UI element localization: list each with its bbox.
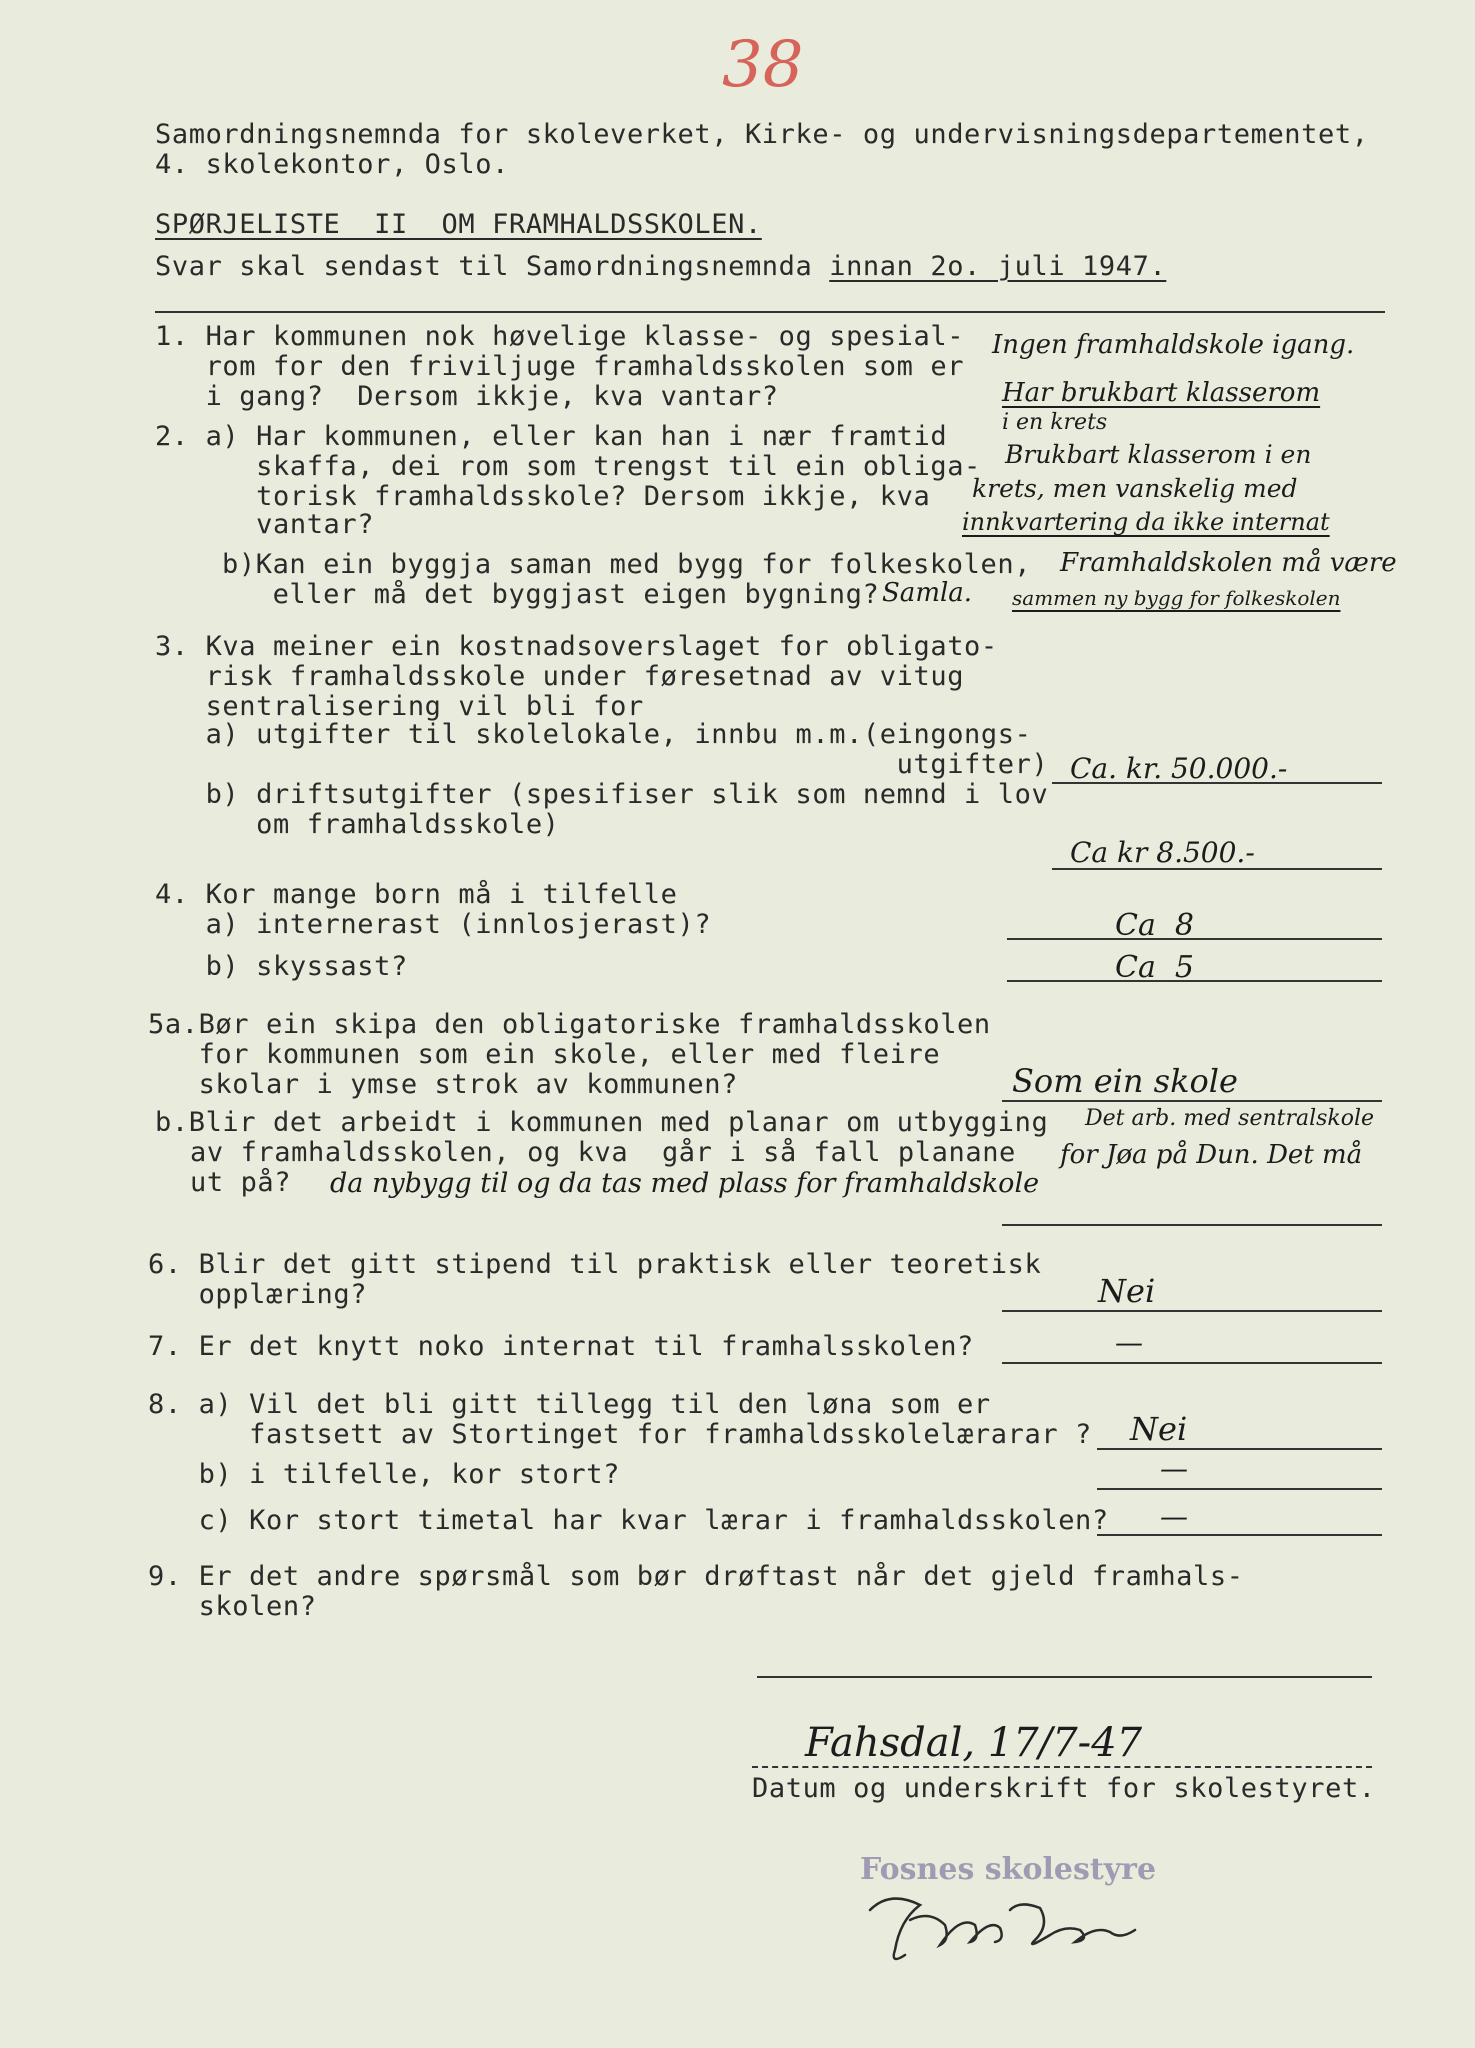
answer-8c: — [1160,1500,1188,1533]
q5a-line-3: skolar i ymse strok av kommunen? [148,1069,738,1100]
answer-4b-line [1007,980,1382,982]
q8c: c) Kor stort timetal har kvar lærar i framhaldsskolen? [148,1505,1109,1536]
q5b-line-3: ut på? [190,1167,292,1198]
answer-6-line [1002,1310,1382,1312]
q2a-line-4: vantar? [155,509,375,540]
answer-4a: Ca 8 [1115,908,1194,943]
answer-4b: Ca 5 [1115,950,1194,985]
answer-2a-line-1: Brukbart klasserom i en [1005,440,1312,469]
answer-5b-line [1002,1224,1382,1226]
answer-5b-line-1: Det arb. med sentralskole [1085,1106,1375,1131]
q5a-line-1: 5a.Bør ein skipa den obligatoriske framhaldsskolen [148,1009,991,1040]
q7: 7. Er det knytt noko internat til framhalsskolen? [148,1331,974,1362]
form-title: SPØRJELISTE II OM FRAMHALDSSKOLEN. [155,209,762,240]
q5b-line-1: b.Blir det arbeidt i kommunen med planar om utbygging [155,1107,1049,1138]
q4b: b) skyssast? [155,951,408,982]
q8a-line-2: fastsett av Stortinget for framhaldsskolelærarar ? [148,1419,1092,1450]
answer-3a: Ca. kr. 50.000.- [1070,752,1288,785]
answer-8a-line [1097,1448,1382,1450]
answer-8b-line [1097,1488,1382,1490]
answer-1-line-3: i en krets [1002,410,1108,435]
answer-6: Nei [1098,1272,1156,1310]
answer-1-line-1: Ingen framhaldskole igang. [992,330,1355,360]
answer-9-line [757,1676,1372,1678]
q5a-line-2: for kommunen som ein skole, eller med fleire [148,1039,941,1070]
q3-line-3: sentralisering vil bli for [155,691,644,722]
answer-3b: Ca kr 8.500.- [1070,836,1255,869]
q4a: a) internerast (innlosjerast)? [155,909,712,940]
q1-line-2: rom for den friviljuge framhaldsskolen som er [155,351,965,382]
deadline-prefix: Svar skal sendast til Samordningsnemnda [155,251,830,282]
q2a-line-2: skaffa, dei rom som trengst til ein obliga- [155,451,981,482]
handwritten-signature [850,1880,1150,1970]
answer-5b-line-2: for Jøa på Dun. Det må [1060,1140,1363,1170]
skolestyre-stamp: Fosnes skolestyre [860,1852,1157,1887]
answer-8c-line [1097,1534,1382,1536]
q2b-line-2: eller må det byggjast eigen bygning? [222,579,880,610]
answer-2a-line-3: innkvartering da ikke internat [962,508,1330,536]
answer-4a-line [1007,938,1382,940]
header-divider [155,311,1385,313]
answer-5b-line-3: da nybygg til og da tas med plass for framhaldskole [330,1168,1040,1199]
header-line-1: Samordningsnemnda for skoleverket, Kirke- og undervisningsdepartementet, [155,119,1369,150]
deadline-date: innan 2o. juli 1947. [829,251,1167,282]
signature-caption: Datum og underskrift for skolestyret. [752,1773,1376,1804]
answer-2b-inline: Samla. [882,578,973,608]
q9-line-2: skolen? [148,1591,317,1622]
q5b-line-2: av framhaldsskolen, og kva går i så fall planane [190,1137,1016,1168]
signature-line [752,1766,1372,1768]
answer-2b-line-2: sammen ny bygg for folkeskolen [1012,586,1341,610]
answer-3a-line [1052,782,1382,784]
q3-line-2: risk framhaldsskole under føresetnad av vitug [155,661,965,692]
q2a-line-1: 2. a) Har kommunen, eller kan han i nær framtid [155,421,948,452]
header-line-2: 4. skolekontor, Oslo. [155,149,509,180]
q3a-line-2: utgifter) [155,749,1049,780]
answer-7: — [1115,1326,1143,1359]
q3a-line-1: a) utgifter til skolelokale, innbu m.m.(eingongs- [155,719,1032,750]
page-number: 38 [722,28,804,102]
place-date: Fahsdal, 17/7-47 [805,1720,1143,1766]
answer-8b: — [1160,1452,1188,1485]
answer-3b-line [1052,868,1382,870]
answer-2b-line-1: Framhaldskolen må være [1060,548,1397,578]
q8b: b) i tilfelle, kor stort? [148,1459,620,1490]
q4-heading: 4. Kor mange born må i tilfelle [155,879,678,910]
q3b-line-2: om framhaldsskole) [155,809,560,840]
q9-line-1: 9. Er det andre spørsmål som bør drøftast når det gjeld framhals- [148,1561,1244,1592]
answer-5a: Som ein skole [1012,1062,1238,1100]
q1-line-3: i gang? Dersom ikkje, kva vantar? [155,381,779,412]
answer-2a-line-2: krets, men vanskelig med [972,474,1298,503]
q6-line-1: 6. Blir det gitt stipend til praktisk eller teoretisk [148,1249,1042,1280]
q6-line-2: opplæring? [148,1279,368,1310]
q8a-line-1: 8. a) Vil det bli gitt tillegg til den løna som er [148,1389,991,1420]
deadline-line [155,252,1166,282]
answer-8a: Nei [1130,1410,1188,1448]
q1-line-1: 1. Har kommunen nok høvelige klasse- og spesial- [155,321,965,352]
q2a-line-3: torisk framhaldsskole? Dersom ikkje, kva [155,481,931,512]
answer-5a-line [1002,1100,1382,1102]
q3-line-1: 3. Kva meiner ein kostnadsoverslaget for obligato- [155,631,998,662]
q2b-line-1: b)Kan ein byggja saman med bygg for folkeskolen, [222,549,1032,580]
answer-1-line-2: Har brukbart klasserom [1002,378,1321,408]
q3b-line-1: b) driftsutgifter (spesifiser slik som nemnd i lov [155,779,1049,810]
answer-7-line [1002,1362,1382,1364]
